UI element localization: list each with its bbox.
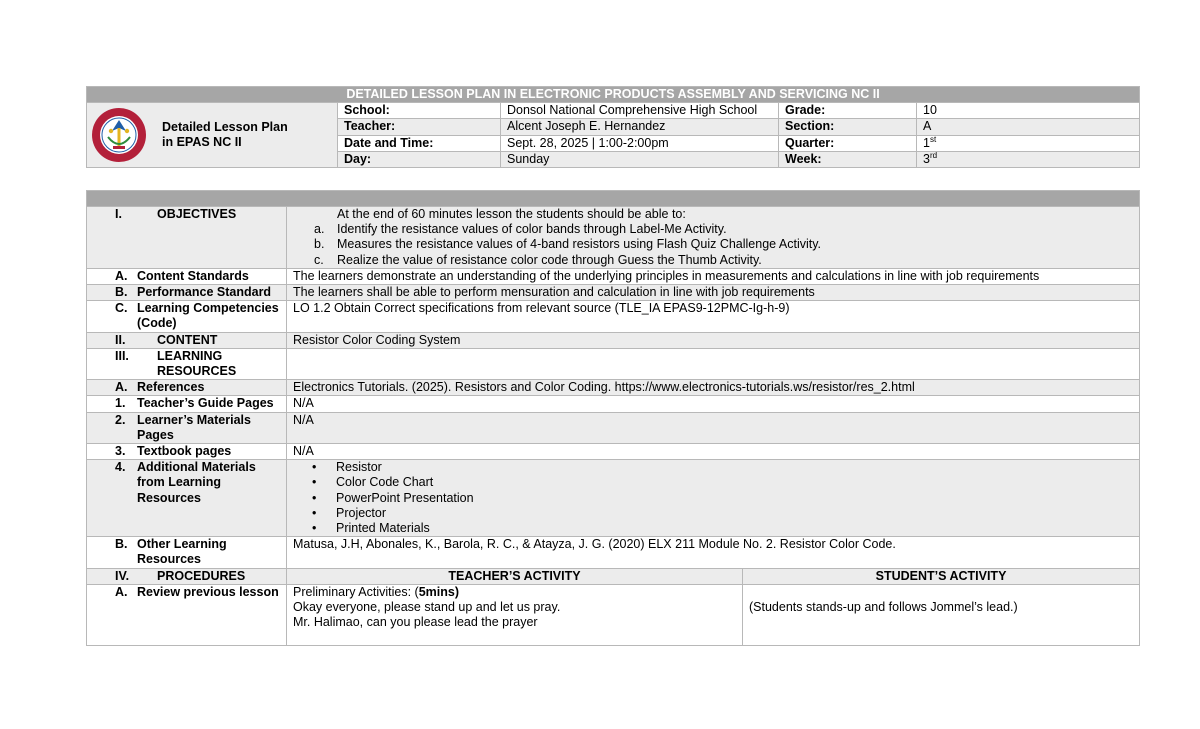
teacher-activity-header: TEACHER’S ACTIVITY (287, 568, 743, 584)
plan-title: Detailed Lesson Plan in EPAS NC II (162, 120, 288, 150)
teachers-guide-row: 1. Teacher’s Guide Pages N/A (87, 396, 1140, 412)
list-item: • PowerPoint Presentation (312, 490, 474, 505)
list-item: • Resistor (312, 460, 382, 475)
other-resources-value: Matusa, J.H, Abonales, K., Barola, R. C., & Atayza, J. G. (2020) ELX 211 Module No. 2. Resistor Color Code. (287, 537, 1140, 568)
datetime-label: Date and Time: (338, 135, 501, 151)
objectives-label: OBJECTIVES (157, 207, 237, 221)
objectives-content (287, 207, 1140, 269)
performance-standard-row: B. Performance Standard The learners shall be able to perform mensuration and calculation in line with job requirements (87, 285, 1140, 301)
objectives-row (87, 207, 1140, 269)
procedures-header-row: IV. PROCEDURES TEACHER’S ACTIVITY STUDENT’S ACTIVITY (87, 568, 1140, 584)
textbook-pages-label: Textbook pages (137, 444, 232, 459)
content-value: Resistor Color Coding System (287, 332, 1140, 348)
teacher-line: Mr. Halimao, can you please lead the prayer (293, 615, 538, 630)
references-label: References (137, 380, 205, 395)
other-resources-label: Other Learning Resources (137, 537, 227, 567)
lesson-plan-header-table (86, 86, 1140, 168)
additional-materials-row: 4. Additional Materials from Learning Resources • Resistor • Color Code Chart • PowerPoint Presentation • Projector • Printed Materials (87, 460, 1140, 537)
lesson-plan-body-table (86, 190, 1140, 646)
document-title: DETAILED LESSON PLAN IN ELECTRONIC PRODUCTS ASSEMBLY AND SERVICING NC II (87, 87, 1140, 103)
teacher-activity-cell (287, 584, 743, 645)
objectives-num: I. (115, 207, 122, 221)
section-divider (87, 191, 1140, 207)
review-lesson-row: A. Review previous lesson Preliminary Activities: (5mins) Okay everyone, please stand up and let us pray. Mr. Halimao, can you please lead the prayer (Students stands-up and follows Jommel’s lead.) (87, 584, 1140, 645)
other-resources-row: B. Other Learning Resources Matusa, J.H, Abonales, K., Barola, R. C., & Atayza, J. G. (2020) ELX 211 Module No. 2. Resistor Color Code. (87, 537, 1140, 568)
learners-materials-label: Learner’s Materials Pages (137, 412, 251, 442)
school-identity-cell (87, 103, 338, 168)
grade-value: 10 (917, 103, 1140, 119)
list-item: • Printed Materials (312, 521, 430, 536)
objectives-intro: At the end of 60 minutes lesson the students should be able to: (337, 207, 686, 221)
learning-resources-value (287, 348, 1140, 379)
quarter-label: Quarter: (779, 135, 917, 151)
review-lesson-label: Review previous lesson (137, 584, 279, 599)
school-seal-icon (91, 107, 147, 163)
textbook-pages-row: 3. Textbook pages N/A (87, 444, 1140, 460)
learners-materials-row: 2. Learner’s Materials Pages N/A (87, 412, 1140, 443)
quarter-value: 1st (917, 135, 1140, 151)
school-value: Donsol National Comprehensive High School (501, 103, 779, 119)
learning-competencies-value: LO 1.2 Obtain Correct specifications from relevant source (TLE_IA EPAS9-12PMC-Ig-h-9) (287, 301, 1140, 332)
performance-standard-label: Performance Standard (137, 285, 272, 300)
datetime-value: Sept. 28, 2025 | 1:00-2:00pm (501, 135, 779, 151)
week-label: Week: (779, 151, 917, 167)
list-item: • Color Code Chart (312, 475, 434, 490)
learning-resources-row: III. LEARNING RESOURCES (87, 348, 1140, 379)
references-value: Electronics Tutorials. (2025). Resistors and Color Coding. https://www.electronics-tutorials.ws/resistor/res_2.html (287, 380, 1140, 396)
additional-materials-label: Additional Materials from Learning Resources (137, 460, 256, 505)
textbook-pages-value: N/A (287, 444, 1140, 460)
content-standards-row: A. Content Standards The learners demonstrate an understanding of the underlying principles in measurements and calculations in line with job requirements (87, 268, 1140, 284)
performance-standard-value: The learners shall be able to perform mensuration and calculation in line with job requirements (287, 285, 1140, 301)
objective-item: b. Measures the resistance values of 4-band resistors using Flash Quiz Challenge Activity. (314, 237, 822, 252)
section-label: Section: (779, 119, 917, 135)
teacher-value: Alcent Joseph E. Hernandez (501, 119, 779, 135)
teacher-label: Teacher: (338, 119, 501, 135)
learners-materials-value: N/A (287, 412, 1140, 443)
list-item: • Projector (312, 505, 387, 520)
content-standards-value: The learners demonstrate an understanding of the underlying principles in measurements and calculations in line with job requirements (287, 268, 1140, 284)
content-standards-label: Content Standards (137, 268, 249, 283)
section-value: A (917, 119, 1140, 135)
objective-item: a. Identify the resistance values of color bands through Label-Me Activity. (314, 222, 727, 237)
content-row: II. CONTENT Resistor Color Coding System (87, 332, 1140, 348)
school-label: School: (338, 103, 501, 119)
teachers-guide-value: N/A (287, 396, 1140, 412)
teacher-line: Okay everyone, please stand up and let us pray. (293, 600, 561, 615)
student-activity-header: STUDENT’S ACTIVITY (743, 568, 1140, 584)
student-line: (Students stands-up and follows Jommel’s lead.) (749, 599, 1018, 614)
week-value: 3rd (917, 151, 1140, 167)
grade-label: Grade: (779, 103, 917, 119)
additional-materials-list (287, 460, 1140, 537)
procedures-label: PROCEDURES (157, 568, 246, 583)
day-label: Day: (338, 151, 501, 167)
learning-competencies-label: Learning Competencies (Code) (137, 301, 279, 331)
references-row: A. References Electronics Tutorials. (2025). Resistors and Color Coding. https://www.electronics-tutorials.ws/resistor/res_2.html (87, 380, 1140, 396)
objective-item: c. Realize the value of resistance color code through Guess the Thumb Activity. (314, 252, 762, 267)
day-value: Sunday (501, 151, 779, 167)
student-activity-cell (743, 584, 1140, 645)
preliminary-activities: Preliminary Activities: (5mins) (293, 584, 460, 599)
content-label: CONTENT (157, 332, 218, 347)
learning-resources-label: LEARNING RESOURCES (157, 348, 237, 379)
learning-competencies-row: C. Learning Competencies (Code) LO 1.2 Obtain Correct specifications from relevant source (TLE_IA EPAS9-12PMC-Ig-h-9) (87, 301, 1140, 332)
teachers-guide-label: Teacher’s Guide Pages (137, 396, 274, 411)
